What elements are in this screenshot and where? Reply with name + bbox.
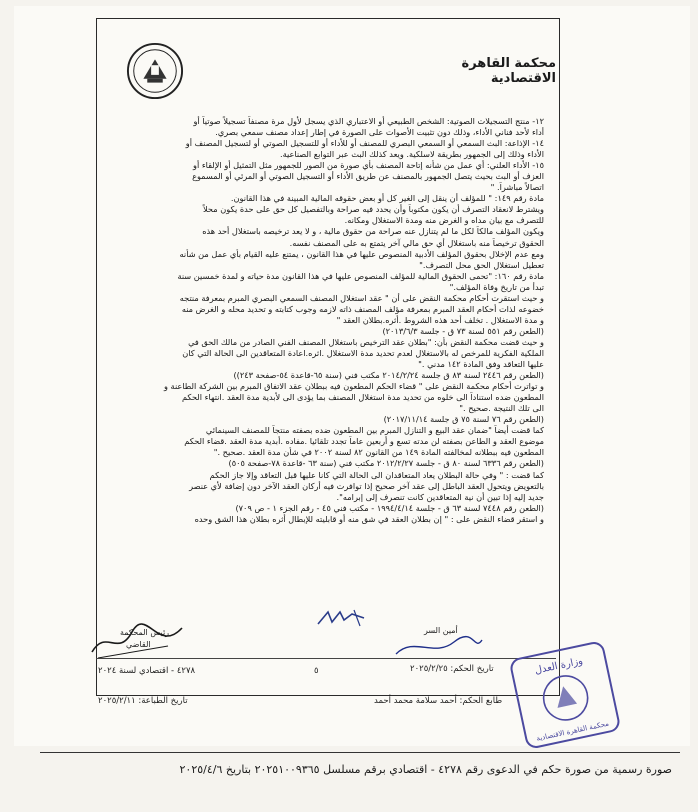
svg-text:محكمة القاهرة الاقتصادية: محكمة القاهرة الاقتصادية: [535, 719, 610, 743]
body-line: تعطيل استغلال الحق محل التصرف.": [419, 259, 544, 270]
body-line: (الطعن رقم ٧٦ لسنة ٧٥ ق جلسة ٢٠١٧/١١/١٤): [383, 414, 544, 425]
body-line: تبدأ من تاريخ وفاة المؤلف.": [449, 281, 544, 292]
body-line: عليها التعاقد وفق المادة ١٤٢ مدني .": [418, 359, 544, 370]
body-line: الحقوق ترخيصاً منه باستغلال أي حق مالي آخر يتمتع به على المصنف نفسه.: [289, 237, 544, 248]
body-line: اتصالاً مباشراً. ": [490, 182, 544, 193]
official-copy-caption: صورة رسمية من صورة حكم في الدعوى رقم ٤٢٧٨ - اقتصادي برقم مسلسل ٢٠٢٥١٠٠٩٣٦٥ بتاريخ ٢٠٢٥/٤/٦: [179, 763, 672, 776]
print-date: تاريخ الطباعة: ٢٠٢٥/٢/١١: [98, 696, 188, 706]
case-number: ٤٢٧٨ - اقتصادي لسنة ٢٠٢٤: [98, 666, 196, 676]
body-line: أداء لأحد فناني الأداء، وذلك دون تثبيت الأصوات على الصورة في إطار إعداد مصنف سمعي بصري.: [215, 127, 544, 138]
body-line: المطعون فيه ببطلانه لمخالفته المادة ١٤٩ من القانون ٨٢ لسنة ٢٠٠٢ في شأن مدة العقد .صحيح .": [213, 447, 544, 458]
body-line: موضوع العقد و الطاعن بصفته لن مدته تسع و أربعين عاماً تجدد تلقائيا .مفاده .أبدية مدة العقد .قضاء الحكم: [184, 436, 544, 447]
body-line: خضوعه لذات أحكام العقد المبرم بمعرفة مؤلف المصنف ذاته لازمه وجوب كتابته و تحديد محله و الغرض منه: [181, 303, 544, 314]
secretary-signature: [394, 634, 484, 664]
body-line: كما قضت : " وفي حالة البطلان يعاد المتعاقدان الى الحالة التي كانا عليها قبل التعاقد وإلا جاز الحكم: [209, 469, 544, 480]
secretary-label: أمين السر: [424, 626, 458, 635]
body-line: الى تلك النتيجة .صحيح .": [459, 403, 544, 414]
page-number: ٥: [314, 666, 319, 676]
body-line: ١٢- منتج التسجيلات الصوتية: الشخص الطبيعي أو الاعتباري الذي يسجل لأول مرة مصنفاً تسجيلاً صوتياً أو: [193, 116, 544, 126]
body-line: مادة رقم ١٦٠: "تحمى الحقوق المالية للمؤلف المنصوص عليها في هذا القانون مدة حياته و لمدة خمسين سنة: [177, 270, 544, 281]
printer-name: طابع الحكم: أحمد سلامة محمد أحمد: [374, 696, 503, 706]
body-line: و مدة الاستغلال . تخلف أحد هذه الشروط .أثره.بطلان العقد ": [336, 314, 544, 325]
initials-signature: [314, 606, 374, 630]
body-line: ١٤- الإذاعة: البث السمعي أو السمعي البصري للمصنف أو للأداء أو للتسجيل الصوتي أو لتسجيل المصنف أو: [185, 138, 544, 149]
body-line: ويشترط لانعقاد التصرف أن يكون مكتوباً وأن يحدد فيه صراحة وبالتفصيل كل حق على حدة يكون محلاً: [203, 204, 544, 215]
svg-text:وزارة العدل: وزارة العدل: [533, 655, 584, 677]
document-page: [14, 6, 690, 746]
body-line: كما قضت أيضاً "ضمان عقد البيع و التنازل المبرم بين المطعون ضده بصفته منتجاً للمصنف السينمائي: [205, 425, 544, 436]
body-line: ويكون المؤلف مالكاً لكل ما لم يتنازل عنه صراحة من حقوق مالية ، و لا يعد ترخيصه باستغلال أحد هذه: [202, 226, 544, 237]
court-name: محكمة القاهرة الاقتصادية: [461, 56, 556, 86]
body-line: الملكية الفكرية للمرخص له بالاستغلال لعدم تحديد مدة الاستغلال .اثره.اعادة المتعاقدين الى الحالة التي كان: [182, 347, 544, 358]
body-line: (الطعن رقم ٧٤٤٨ لسنة ٦٣ ق - جلسة ١٩٩٤/٤/١٤ - مكتب فني ٤٥ - رقم الجزء ١ - ص ٧٠٩): [235, 502, 544, 513]
body-line: بالتعويض ويتحول العقد الباطل إلى عقد آخر صحيح إذا توافرت فيه أركان العقد الآخر دون إضافة لأي عنصر: [189, 480, 544, 491]
body-line: (الطعن رقم ٦٣٣٦ لسنة ٨٠ ق - جلسة ٢٠١٢/٢/٢٧ مكتب فني (سنة ٦٣ -قاعدة ٧٨-صفحة ٥٠٥): [228, 458, 544, 469]
body-line: الأداء وذلك إلى الجمهور بطريقة لاسلكية. ويعد كذلك البث عبر التوابع الصناعية.: [279, 149, 544, 160]
body-line: ١٥- الأداء العلني: أي عمل من شأنه إتاحة المصنف بأي صورة من الصور للجمهور مثل التمثيل أو الإلقاء أو: [192, 160, 544, 171]
caption-divider: [40, 752, 680, 753]
footer-divider: [96, 658, 556, 659]
body-line: و تواترت أحكام محكمة النقض على " قضاء الحكم المطعون فيه ببطلان عقد الاتفاق المبرم بين الشركة الطاعنة و: [164, 381, 544, 392]
president-sub: القاضي: [126, 640, 151, 649]
body-line: (الطعن رقم ٥٥١ لسنة ٧٣ ق - جلسة ٢٠١٣/٦/٣): [382, 325, 544, 336]
court-seal-icon: [126, 42, 184, 100]
body-line: المطعون ضده استناداً الى خلوه من تحديد مدة استغلال المصنف بما يؤدى الى لأبدية مدة العقد .انتهاء الحكم: [181, 392, 544, 403]
body-line: للتصرف مع بيان مداه و الغرض منه ومدة الاستغلال ومكانه.: [344, 215, 544, 226]
ministry-stamp: [510, 640, 620, 750]
judgment-body: [110, 116, 544, 598]
body-line: و استقر قضاء النقض على : " إن بطلان العقد في شق منه أو قابليته للإبطال أثره بطلان هذا الشق وحده: [194, 513, 544, 524]
body-line: و حيث استقرت أحكام محكمة النقض على أن " عقد استغلال المصنف السمعي البصري المبرم بمعرفة منتجه: [179, 292, 544, 303]
body-line: ومع عدم الإخلال بحقوق المؤلف الأدبية المنصوص عليها في هذا القانون ، يمتنع عليه القيام بأي عمل من شأنه: [179, 248, 544, 259]
body-line: مادة رقم ١٤٩: " للمؤلف أن ينقل إلى الغير كل أو بعض حقوقه المالية المبينة في هذا القانون.: [230, 193, 544, 204]
body-line: العزف أو البث بحيث يتصل الجمهور بالمصنف عن طريق الأداء أو التسجيل الصوتي أو المرئي أو المسموع: [192, 171, 544, 182]
body-line: و حيث قضت محكمة النقض بأن: "بطلان عقد الترخيص باستغلال المصنف الفني الصادر من مالك الحق في: [188, 336, 544, 347]
president-label: رئيس المحكمة: [120, 628, 170, 637]
body-line: جديد إليه إذا تبين أن نية المتعاقدين كانت تنصرف إلى إبرامه".: [336, 491, 544, 502]
body-line: (الطعن رقم ٢٤٤٦ لسنة ٨٣ ق جلسة ٢٠١٤/٢/٢٤ مكتب فني (سنة ٦٥-قاعدة ٥٤-صفحة ٢٤٣)): [233, 370, 544, 381]
judgment-date: تاريخ الحكم: ٢٠٢٥/٢/٢٥: [410, 664, 494, 674]
